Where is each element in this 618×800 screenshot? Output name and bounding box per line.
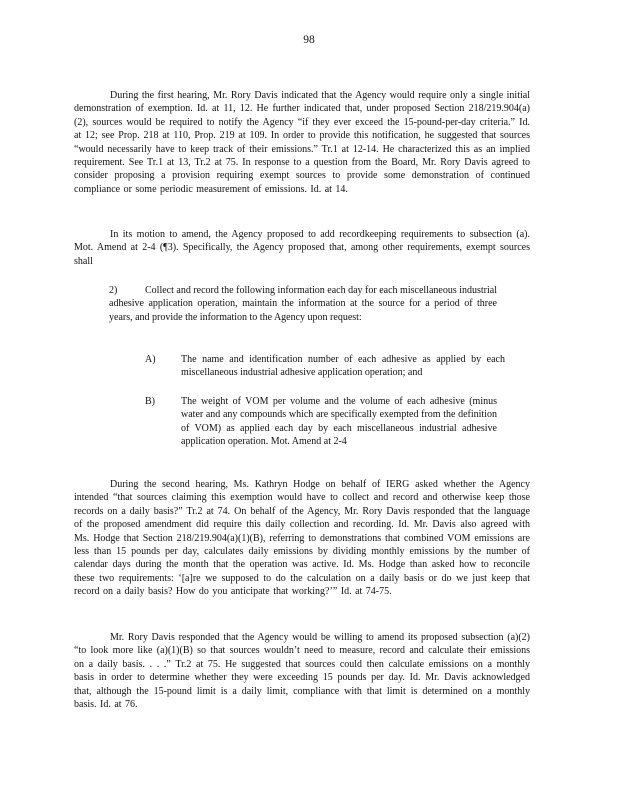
page-number: 98 <box>303 34 315 46</box>
sub-item-b-label: B) <box>145 396 155 407</box>
paragraph-davis-response: Mr. Rory Davis responded that the Agency would be willing to amend its proposed subsection (a)(2) “to look more like (a)(1)(B) so that sources wouldn’t need to measure, record and calculate their emissions on a daily basis. . . .” Tr.2 at 75. He suggested that sources could then calculate emissions on a monthly basis in order to determine whether they were exceeding 15 pounds per day. Id. Mr. Davis acknowledged that, although the 15-pound limit is a daily limit, compliance with that limit is determined on a monthly basis. Id. at 76. <box>74 632 530 711</box>
paragraph-motion-to-amend: In its motion to amend, the Agency proposed to add recordkeeping requirements to subsection (a). Mot. Amend at 2-4 (¶3). Specifically, the Agency proposed that, among other requirements, exempt sources shall <box>74 229 530 267</box>
sub-item-a-text: The name and identification number of each adhesive as applied by each miscellaneous industrial adhesive application operation; and <box>181 354 505 379</box>
paragraph-first-hearing: During the first hearing, Mr. Rory Davis indicated that the Agency would require only a single initial demonstration of exemption. Id. at 11, 12. He further indicated that, under proposed Section 218/219.904(a)(2), sources would be required to notify the Agency “if they ever exceed the 15-pound-per-day criteria.” Id. at 12; see Prop. 218 at 110, Prop. 219 at 109. In order to provide this notification, he suggested that sources “would necessarily have to keep track of their emissions.” Tr.1 at 12-14. He characterized this as an implied requirement. See Tr.1 at 13, Tr.2 at 75. In response to a question from the Board, Mr. Rory Davis agreed to consider proposing a provision requiring exempt sources to provide some demonstration of continued compliance or some periodic measurement of emissions. Id. at 14. <box>74 90 530 195</box>
sub-item-b-text: The weight of VOM per volume and the volume of each adhesive (minus water and any compounds which are specifically exempted from the definition of VOM) as applied each day by each miscellaneous industrial adhesive application operation. Mot. Amend at 2-4 <box>181 396 497 448</box>
quoted-requirement: Collect and record the following information each day for each miscellaneous industrial adhesive application operation, maintain the information at the source for a period of three years, and provide the information to the Agency upon request: <box>109 285 497 323</box>
paragraph-second-hearing: During the second hearing, Ms. Kathryn Hodge on behalf of IERG asked whether the Agency intended “that sources claiming this exemption would have to collect and record and otherwise keep those records on a daily basis?” Tr.2 at 74. On behalf of the Agency, Mr. Rory Davis responded that the language of the proposed amendment did require this daily collection and recording. Id. Mr. Davis also agreed with Ms. Hodge that Section 218/219.904(a)(1)(B), referring to demonstrations that combined VOM emissions are less than 15 pounds per day, calculates daily emissions by dividing monthly emissions by the number of calendar days during the month that the operation was active. Id. Ms. Hodge than asked how to reconcile these two requirements: ‘[a]re we supposed to do the calculation on a daily basis or do we just keep that record on a daily basis? How do you anticipate that working?’” Id. at 74-75. <box>74 479 530 598</box>
sub-item-a-label: A) <box>145 354 156 365</box>
quote-item-label: 2) <box>109 285 118 296</box>
